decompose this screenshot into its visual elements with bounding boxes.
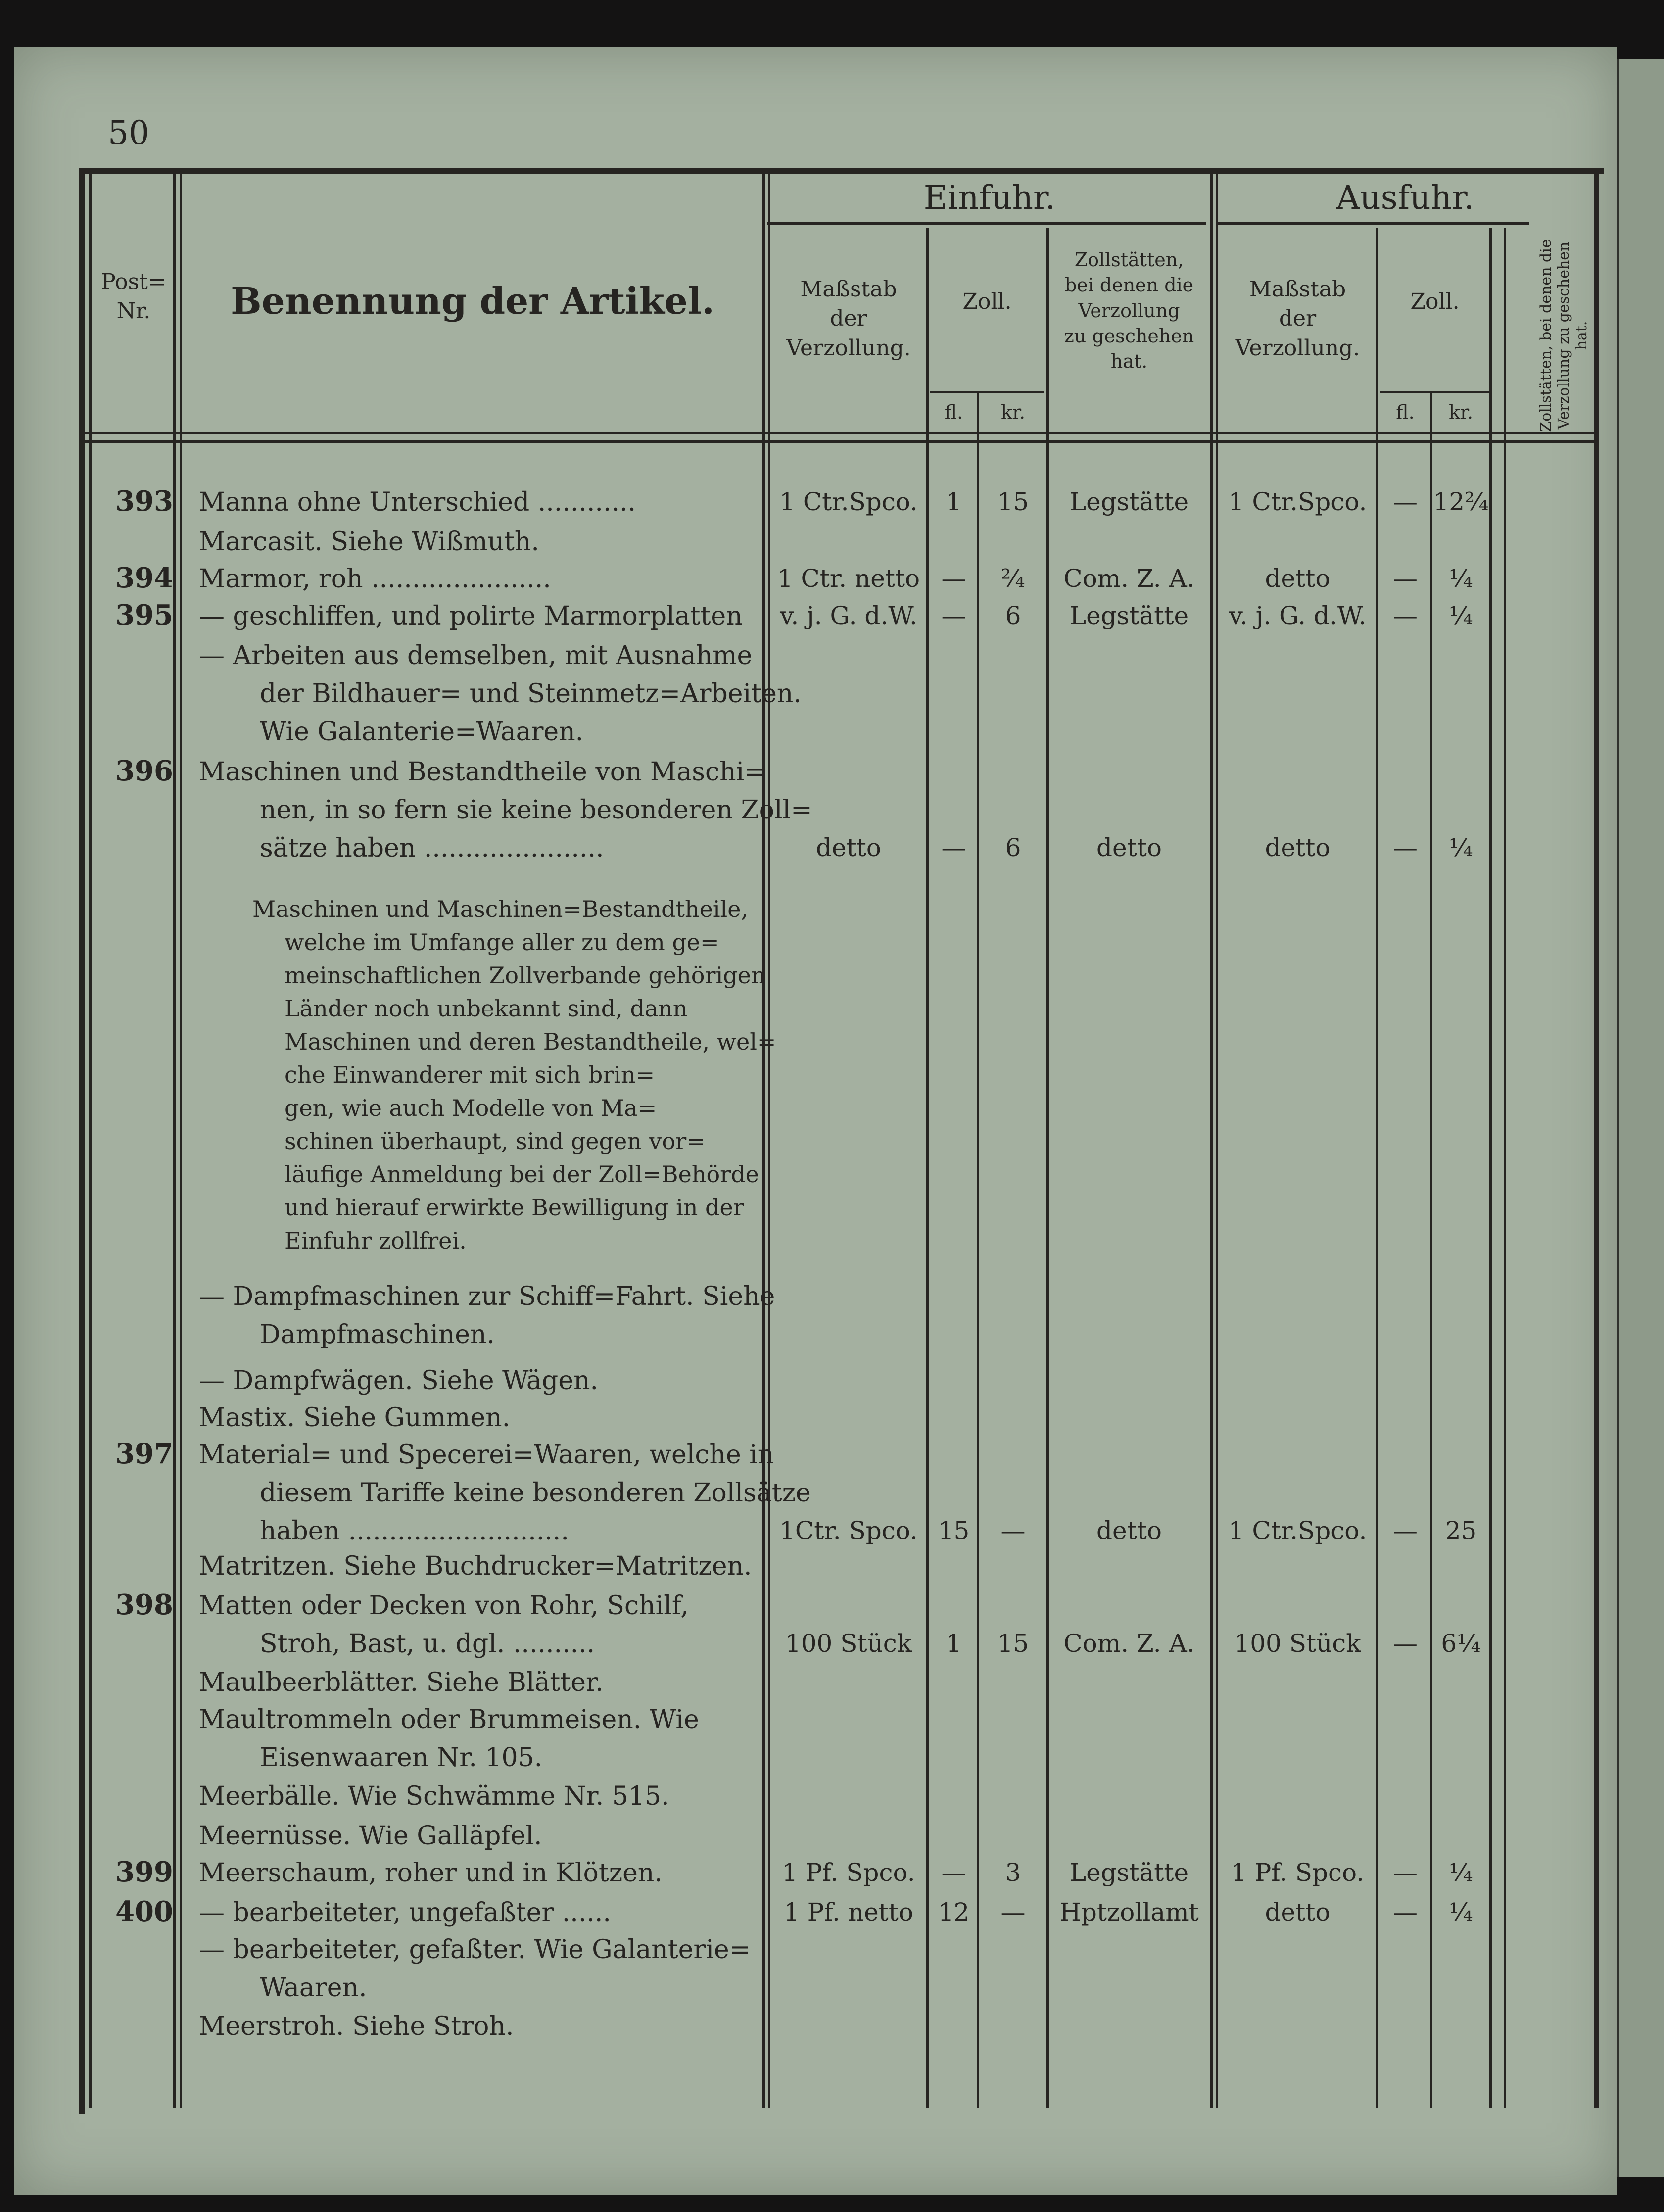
- import-fl: —: [941, 833, 966, 862]
- rule-top: [79, 168, 1598, 174]
- export-fl: —: [1393, 564, 1418, 593]
- import-fl: —: [941, 564, 966, 593]
- note-line: schinen überhaupt, sind gegen vor=: [285, 1128, 706, 1154]
- rule-zoll-exp: [1380, 391, 1489, 393]
- export-massstab: v. j. G. d.W.: [1229, 601, 1367, 630]
- article-line: Matten oder Decken von Rohr, Schilf,: [199, 1591, 689, 1621]
- article-line: nen, in so fern sie keine besonderen Zoll=: [260, 795, 812, 825]
- note-line: che Einwanderer mit sich brin=: [285, 1061, 655, 1088]
- import-kr: 6: [1005, 833, 1021, 862]
- article-line: Meerschaum, roher und in Klötzen.: [199, 1858, 663, 1888]
- export-massstab: 1 Ctr.Spco.: [1228, 1516, 1367, 1545]
- rule-ausfuhr: [1217, 222, 1529, 225]
- import-zollstaette: Legstätte: [1069, 487, 1189, 516]
- export-kr: ¼: [1449, 601, 1473, 630]
- header-einfuhr: Einfuhr.: [923, 179, 1056, 217]
- rule-exp-mass: [1376, 228, 1378, 2108]
- article-line: Marcasit. Siehe Wißmuth.: [199, 527, 539, 557]
- article-line: — bearbeiteter, gefaßter. Wie Galanterie=: [199, 1935, 751, 1965]
- rule-article: [762, 168, 765, 2108]
- rule-header-1: [79, 432, 1598, 434]
- import-massstab: 1 Pf. Spco.: [782, 1858, 915, 1887]
- export-massstab: 1 Pf. Spco.: [1231, 1858, 1365, 1887]
- import-massstab: 1 Ctr. netto: [777, 564, 920, 593]
- article-line: Meerbälle. Wie Schwämme Nr. 515.: [199, 1781, 669, 1811]
- import-massstab: detto: [816, 833, 881, 862]
- export-fl: —: [1393, 601, 1418, 630]
- header-post-nr: Post= Nr.: [101, 269, 166, 324]
- import-kr: —: [1000, 1898, 1026, 1926]
- row-number: 393: [115, 485, 173, 518]
- article-line: diesem Tariffe keine besonderen Zollsätze: [260, 1478, 811, 1508]
- import-kr: 15: [997, 487, 1029, 516]
- note-line: meinschaftlichen Zollverbande gehörigen: [285, 962, 766, 989]
- article-line: Meernüsse. Wie Galläpfel.: [199, 1821, 542, 1851]
- export-kr: ¼: [1449, 1858, 1473, 1887]
- row-number: 396: [115, 755, 173, 787]
- row-number: 398: [115, 1588, 173, 1621]
- import-zollstaette: Legstätte: [1069, 601, 1189, 630]
- import-fl: —: [941, 1858, 966, 1887]
- import-zollstaette: detto: [1096, 1516, 1162, 1545]
- import-massstab: v. j. G. d.W.: [780, 601, 917, 630]
- article-line: Eisenwaaren Nr. 105.: [260, 1743, 543, 1773]
- rule-nr: [173, 168, 176, 2108]
- article-line: Stroh, Bast, u. dgl. ..........: [260, 1629, 595, 1659]
- rule-zoll-imp: [930, 391, 1044, 393]
- header-imp-kr: kr.: [1000, 401, 1026, 423]
- export-kr: 6¼: [1441, 1629, 1481, 1658]
- rule-imp-zoll: [1046, 228, 1049, 2108]
- rule-einfuhr: [767, 222, 1206, 225]
- article-line: Maschinen und Bestandtheile von Maschi=: [199, 757, 766, 787]
- rule-einfuhr-end-inner: [1216, 168, 1218, 2108]
- article-line: Maultrommeln oder Brummeisen. Wie: [199, 1705, 699, 1734]
- export-fl: —: [1393, 1516, 1418, 1545]
- row-number: 400: [115, 1895, 173, 1928]
- rule-left-inner: [89, 168, 92, 2108]
- rule-left: [79, 168, 85, 2108]
- import-kr: 6: [1005, 601, 1021, 630]
- export-fl: —: [1393, 1858, 1418, 1887]
- article-line: Manna ohne Unterschied ............: [199, 487, 636, 517]
- header-imp-zoll: Zoll.: [962, 289, 1012, 314]
- export-fl: —: [1393, 1629, 1418, 1658]
- article-line: Waaren.: [260, 1973, 367, 2003]
- import-fl: 12: [938, 1898, 970, 1926]
- import-massstab: 1Ctr. Spco.: [779, 1516, 918, 1545]
- rule-header-2: [79, 440, 1598, 443]
- rule-imp-mass: [926, 228, 929, 2108]
- note-line: läufige Anmeldung bei der Zoll=Behörde: [285, 1161, 759, 1188]
- note-line: welche im Umfange aller zu dem ge=: [285, 929, 719, 956]
- import-fl: —: [941, 601, 966, 630]
- header-exp-kr: kr.: [1448, 401, 1474, 423]
- row-number: 395: [115, 599, 173, 631]
- rule-imp-fl: [977, 391, 979, 2108]
- header-exp-massstab: Maßstab der Verzollung.: [1235, 277, 1360, 361]
- article-line: Meerstroh. Siehe Stroh.: [199, 2012, 514, 2041]
- rule-exp-fl: [1430, 391, 1432, 2108]
- import-zollstaette: Hptzollamt: [1059, 1898, 1199, 1926]
- import-massstab: 1 Ctr.Spco.: [779, 487, 918, 516]
- import-kr: ²⁄₄: [1001, 564, 1025, 593]
- header-exp-zoll: Zoll.: [1410, 289, 1460, 314]
- export-kr: ¼: [1449, 564, 1473, 593]
- export-kr: ¼: [1449, 833, 1473, 862]
- import-kr: —: [1000, 1516, 1026, 1545]
- note-line: und hierauf erwirkte Bewilligung in der: [285, 1194, 744, 1221]
- export-fl: —: [1393, 1898, 1418, 1926]
- header-exp-fl: fl.: [1396, 401, 1415, 423]
- export-massstab: detto: [1265, 1898, 1331, 1926]
- export-massstab: 100 Stück: [1234, 1629, 1361, 1658]
- header-article: Benennung der Artikel.: [231, 280, 714, 323]
- import-massstab: 1 Pf. netto: [784, 1898, 913, 1926]
- import-fl: 1: [946, 487, 962, 516]
- import-zollstaette: Com. Z. A.: [1063, 564, 1195, 593]
- export-massstab: detto: [1265, 833, 1331, 862]
- article-line: der Bildhauer= und Steinmetz=Arbeiten.: [260, 679, 802, 709]
- article-line: Matritzen. Siehe Buchdrucker=Matritzen.: [199, 1551, 752, 1581]
- article-line: Wie Galanterie=Waaren.: [260, 717, 584, 747]
- article-line: Material= und Specerei=Waaren, welche in: [199, 1440, 774, 1470]
- rule-nr-inner: [180, 168, 182, 2108]
- row-number: 399: [115, 1856, 173, 1888]
- header-imp-massstab: Maßstab der Verzollung.: [786, 277, 911, 361]
- article-line: Maulbeerblätter. Siehe Blätter.: [199, 1668, 604, 1697]
- import-zollstaette: Com. Z. A.: [1063, 1629, 1195, 1658]
- header-ausfuhr: Ausfuhr.: [1336, 179, 1474, 217]
- note-line: Länder noch unbekannt sind, dann: [285, 995, 688, 1022]
- export-fl: —: [1393, 833, 1418, 862]
- export-kr: ¼: [1449, 1898, 1473, 1926]
- import-kr: 3: [1005, 1858, 1021, 1887]
- rule-right: [1594, 168, 1599, 2108]
- export-massstab: 1 Ctr.Spco.: [1228, 487, 1367, 516]
- import-zollstaette: detto: [1096, 833, 1162, 862]
- rule-article-inner: [768, 168, 770, 2108]
- note-line: Einfuhr zollfrei.: [285, 1227, 467, 1254]
- rule-exp-zoll: [1489, 228, 1492, 2108]
- article-line: — geschliffen, und polirte Marmorplatten: [199, 601, 743, 631]
- header-imp-zollstaetten: Zollstätten, bei denen die Verzollung zu geschehen hat.: [1064, 249, 1194, 373]
- article-line: Dampfmaschinen.: [260, 1320, 495, 1349]
- article-line: sätze haben ......................: [260, 833, 604, 863]
- import-massstab: 100 Stück: [785, 1629, 912, 1658]
- rule-einfuhr-end: [1210, 168, 1213, 2108]
- export-kr: 12²⁄₄: [1433, 487, 1489, 516]
- export-fl: —: [1393, 487, 1418, 516]
- export-kr: 25: [1445, 1516, 1477, 1545]
- article-line: — bearbeiteter, ungefaßter ......: [199, 1898, 611, 1927]
- article-line: haben ...........................: [260, 1516, 569, 1546]
- note-line: gen, wie auch Modelle von Ma=: [285, 1095, 657, 1121]
- row-number: 397: [115, 1438, 173, 1470]
- header-imp-fl: fl.: [944, 401, 963, 423]
- article-line: — Dampfmaschinen zur Schiff=Fahrt. Siehe: [199, 1282, 775, 1311]
- article-line: — Arbeiten aus demselben, mit Ausnahme: [199, 641, 753, 671]
- import-fl: 15: [938, 1516, 970, 1545]
- facing-page-edge: [1617, 59, 1664, 2177]
- article-line: — Dampfwägen. Siehe Wägen.: [199, 1366, 599, 1395]
- import-fl: 1: [946, 1629, 962, 1658]
- article-line: Marmor, roh ......................: [199, 564, 551, 594]
- note-line: Maschinen und Maschinen=Bestandtheile,: [252, 896, 749, 922]
- header-exp-zollstaetten: Zollstätten, bei denen die Verzollung zu geschehen hat.: [1537, 239, 1590, 432]
- export-massstab: detto: [1265, 564, 1331, 593]
- article-line: Mastix. Siehe Gummen.: [199, 1403, 511, 1433]
- import-zollstaette: Legstätte: [1069, 1858, 1189, 1887]
- import-kr: 15: [997, 1629, 1029, 1658]
- note-line: Maschinen und deren Bestandtheile, wel=: [285, 1028, 776, 1055]
- row-number: 394: [115, 562, 173, 594]
- page-number: 50: [108, 114, 149, 152]
- rule-exp-zoll-inner: [1504, 228, 1506, 2108]
